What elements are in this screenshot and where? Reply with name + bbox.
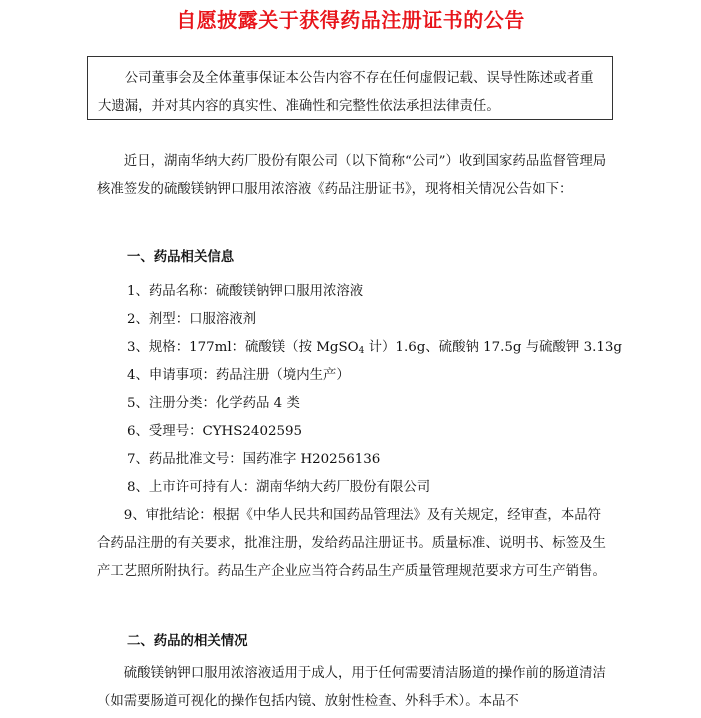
list-item-drug-name: 1、药品名称：硫酸镁钠钾口服用浓溶液	[127, 284, 364, 299]
spec-prefix: 3、规格：177ml：硫酸镁（按 MgSO	[127, 340, 359, 355]
section2-paragraph	[97, 660, 611, 716]
spec-suffix: 计）1.6g、硫酸钠 17.5g 与硫酸钾 3.13g	[364, 340, 622, 355]
section2-heading: 二、药品的相关情况	[127, 634, 248, 649]
document-title: 自愿披露关于获得药品注册证书的公告	[176, 8, 525, 32]
intro-text: 近日，湖南华纳大药厂股份有限公司（以下简称“公司”）收到国家药品监督管理局核准签发的硫酸镁钠钾口服用浓溶液《药品注册证书》，现将相关情况公告如下：	[97, 154, 607, 197]
list-item-approval-number: 7、药品批准文号：国药准字 H20256136	[127, 452, 381, 467]
list-item-registration-class: 5、注册分类：化学药品 4 类	[127, 396, 300, 411]
disclaimer-text: 公司董事会及全体董事保证本公告内容不存在任何虚假记载、误导性陈述或者重大遗漏，并对其内容的真实性、准确性和完整性依法承担法律责任。	[98, 71, 594, 114]
list-item-dosage-form: 2、剂型：口服溶液剂	[127, 312, 257, 327]
list-item-application: 4、申请事项：药品注册（境内生产）	[127, 368, 350, 383]
section2-text: 硫酸镁钠钾口服用浓溶液适用于成人，用于任何需要清洁肠道的操作前的肠道清洁（如需要肠道可视化的操作包括内镜、放射性检查、外科手术）。本品不	[97, 666, 606, 709]
section1-heading: 一、药品相关信息	[127, 250, 235, 265]
list-item-mah: 8、上市许可持有人：湖南华纳大药厂股份有限公司	[127, 480, 431, 495]
approval-conclusion-paragraph	[97, 502, 611, 586]
disclaimer-box	[87, 56, 613, 120]
intro-paragraph	[97, 148, 611, 204]
list-item-acceptance-number: 6、受理号：CYHS2402595	[127, 424, 303, 439]
list-item-specification	[127, 334, 622, 365]
approval-conclusion-text: 9、审批结论：根据《中华人民共和国药品管理法》及有关规定，经审查，本品符合药品注册的有关要求，批准注册，发给药品注册证书。质量标准、说明书、标签及生产工艺照所附执行。药品生产企业应当符合药品生产质量管理规范要求方可生产销售。	[97, 508, 606, 579]
spec-subscript: 4	[358, 346, 365, 356]
